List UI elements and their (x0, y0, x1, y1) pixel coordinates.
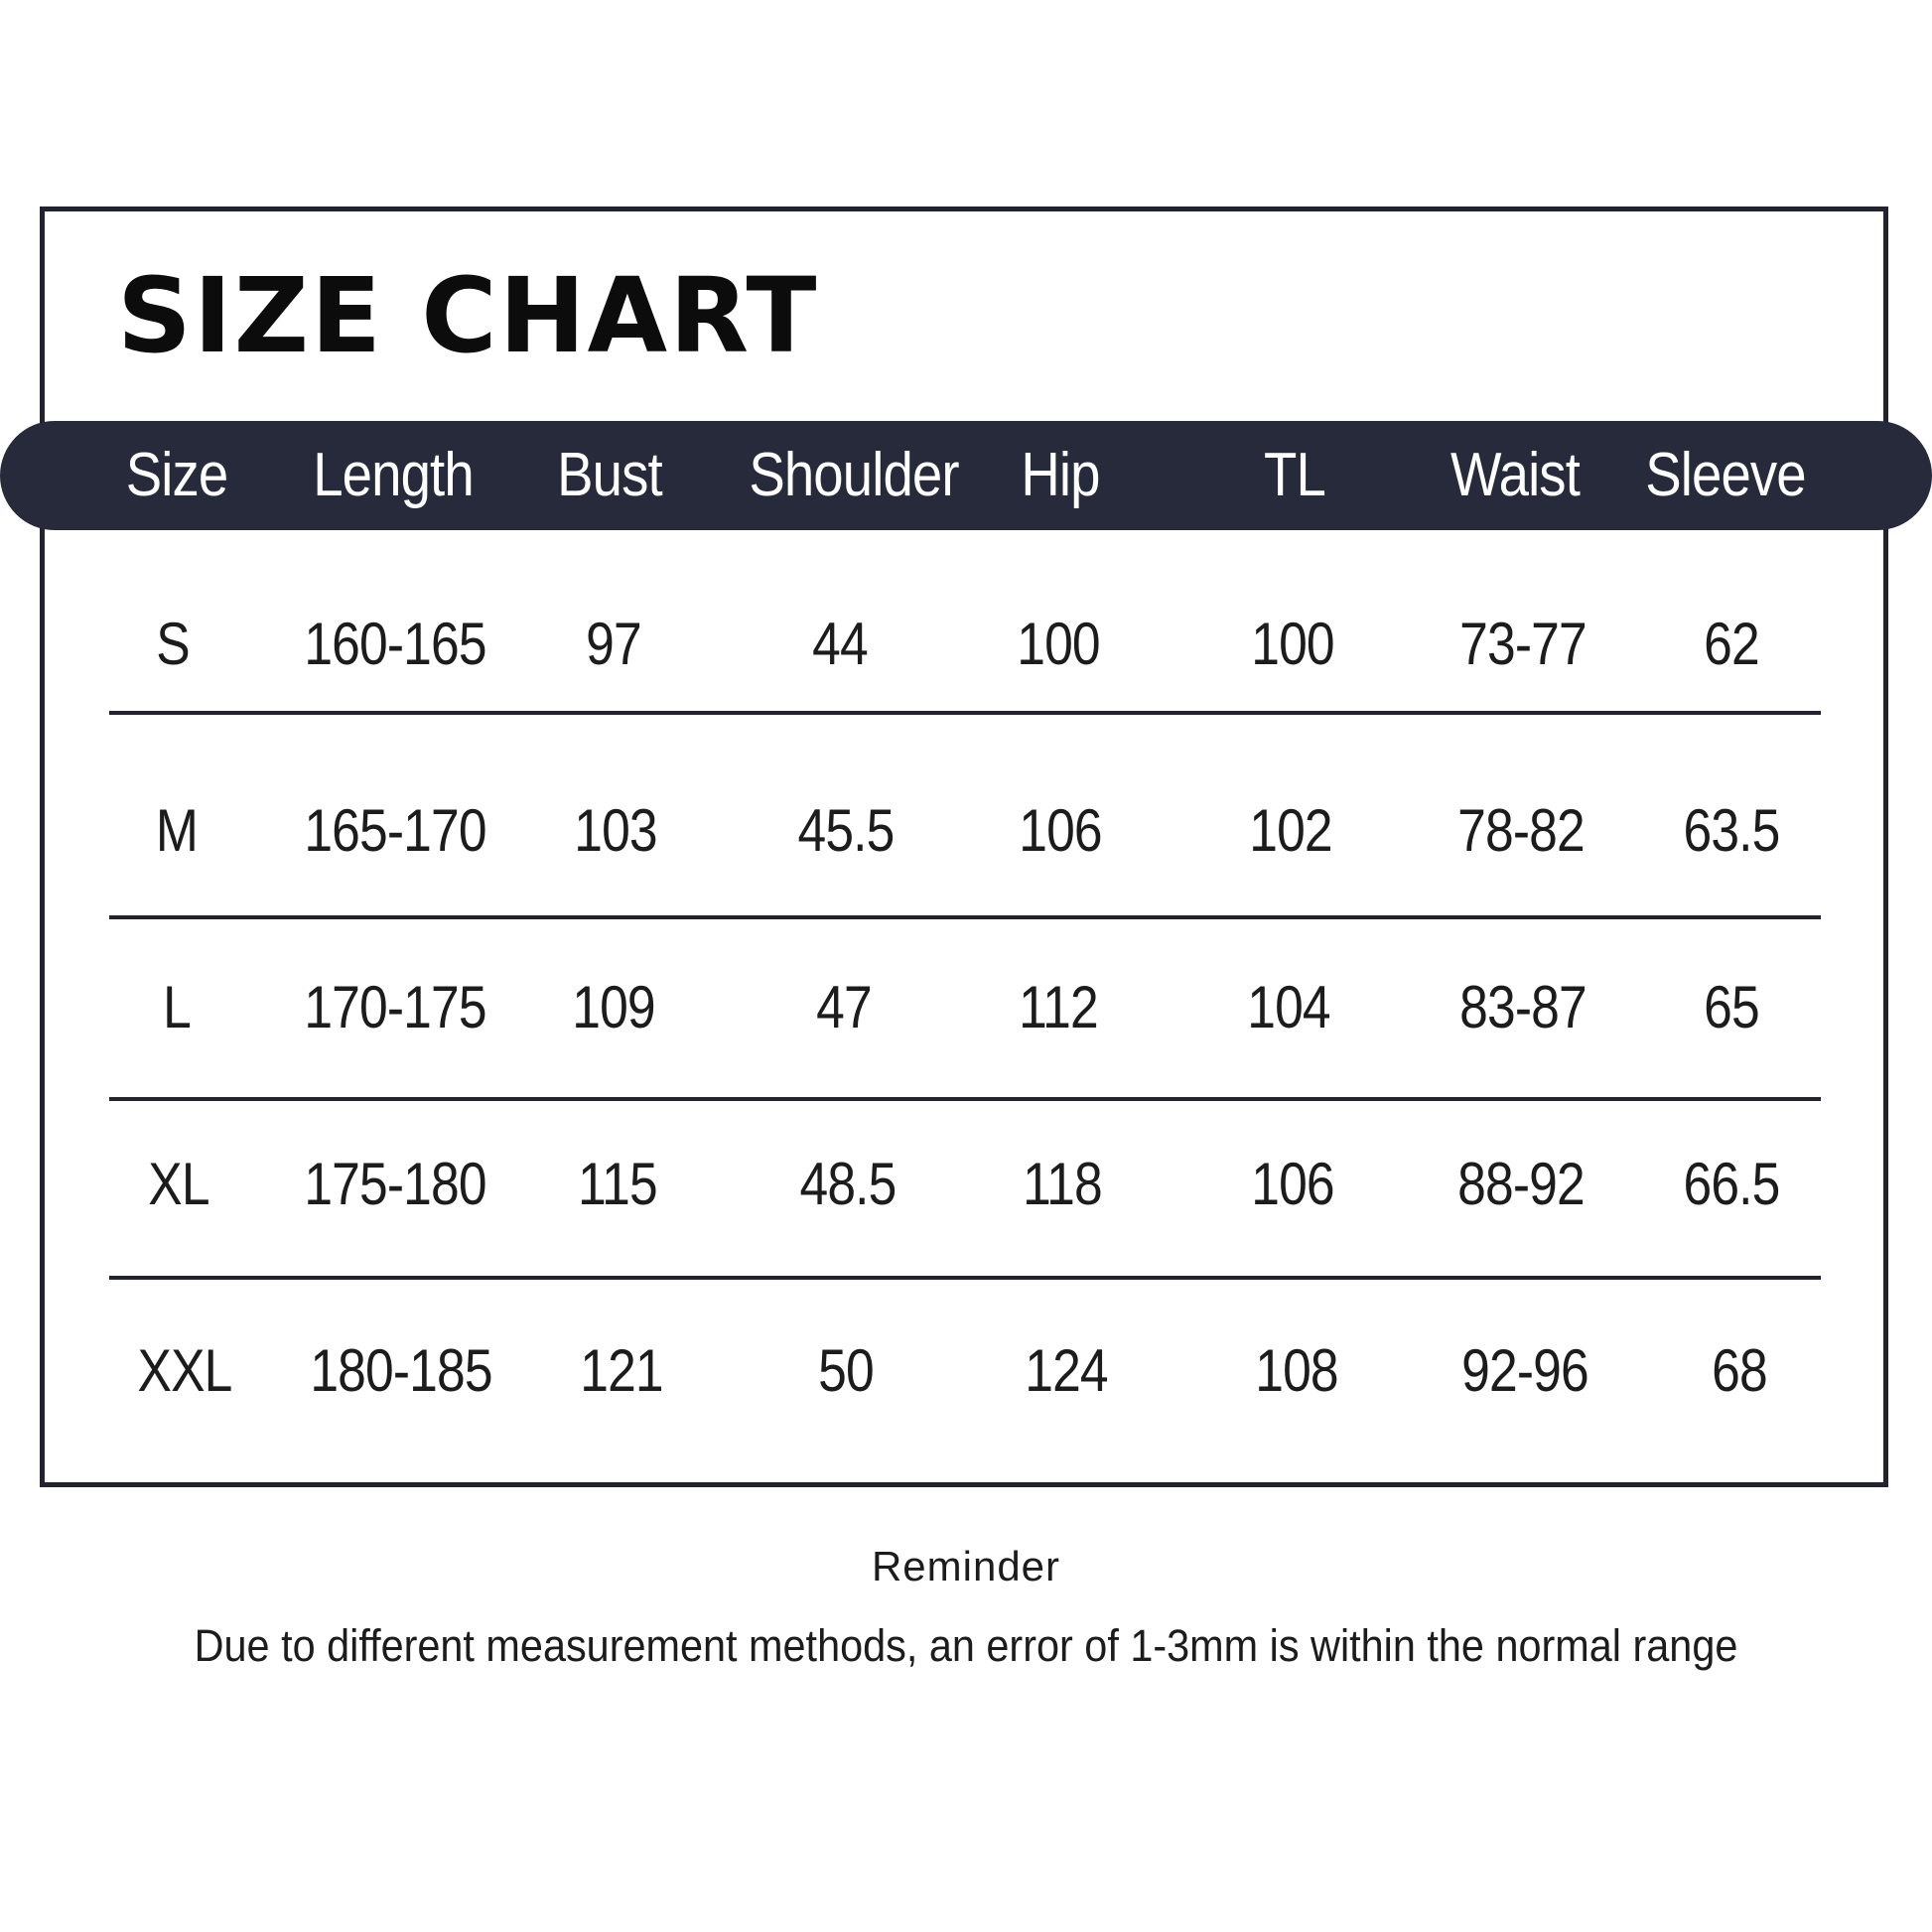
table-row-xxl (0, 1316, 1932, 1426)
cell-length: 180-185 (310, 1337, 492, 1404)
cell-size: S (156, 611, 190, 677)
cell-hip: 106 (1019, 797, 1102, 864)
cell-waist: 88-92 (1457, 1151, 1585, 1217)
cell-size: XXL (137, 1337, 232, 1404)
cell-length: 160-165 (304, 611, 486, 677)
cell-length: 170-175 (304, 974, 486, 1040)
cell-tl: 102 (1249, 797, 1332, 864)
table-header (0, 421, 1932, 530)
column-header-waist: Waist (1450, 441, 1580, 509)
cell-hip: 124 (1025, 1337, 1108, 1404)
table-row-xl (0, 1130, 1932, 1239)
cell-shoulder: 44 (812, 611, 868, 677)
cell-hip: 118 (1023, 1151, 1102, 1217)
column-header-size: Size (125, 441, 228, 509)
table-row-l (0, 953, 1932, 1062)
cell-bust: 97 (586, 611, 641, 677)
row-divider (109, 1097, 1821, 1101)
cell-shoulder: 45.5 (797, 797, 895, 864)
column-header-hip: Hip (1021, 441, 1100, 509)
cell-bust: 115 (578, 1151, 657, 1217)
cell-sleeve: 62 (1704, 611, 1759, 677)
cell-bust: 109 (572, 974, 655, 1040)
cell-length: 175-180 (304, 1151, 486, 1217)
cell-bust: 121 (580, 1337, 663, 1404)
column-header-length: Length (313, 441, 474, 509)
cell-waist: 73-77 (1459, 611, 1587, 677)
cell-length: 165-170 (304, 797, 486, 864)
cell-tl: 104 (1247, 974, 1330, 1040)
cell-size: M (155, 797, 199, 864)
column-header-shoulder: Shoulder (749, 441, 959, 509)
table-row-s (0, 590, 1932, 699)
cell-shoulder: 50 (818, 1337, 874, 1404)
cell-shoulder: 48.5 (799, 1151, 897, 1217)
cell-sleeve: 65 (1704, 974, 1759, 1040)
cell-waist: 92-96 (1461, 1337, 1588, 1404)
reminder-text: Due to different measurement methods, an error of 1-3mm is within the normal range (194, 1620, 1738, 1671)
size-chart-title: SIZE CHART (117, 255, 819, 376)
column-header-tl: TL (1264, 441, 1325, 509)
cell-waist: 83-87 (1459, 974, 1587, 1040)
cell-sleeve: 63.5 (1683, 797, 1780, 864)
cell-shoulder: 47 (816, 974, 872, 1040)
cell-sleeve: 66.5 (1683, 1151, 1780, 1217)
cell-tl: 106 (1251, 1151, 1334, 1217)
cell-tl: 108 (1255, 1337, 1338, 1404)
column-header-sleeve: Sleeve (1645, 441, 1806, 509)
row-divider (109, 1276, 1821, 1280)
table-row-m (0, 776, 1932, 886)
cell-sleeve: 68 (1712, 1337, 1767, 1404)
cell-hip: 100 (1017, 611, 1100, 677)
column-header-bust: Bust (557, 441, 662, 509)
cell-size: XL (148, 1151, 209, 1217)
reminder-title: Reminder (871, 1543, 1061, 1589)
row-divider (109, 711, 1821, 715)
cell-bust: 103 (574, 797, 657, 864)
cell-waist: 78-82 (1457, 797, 1585, 864)
cell-tl: 100 (1251, 611, 1334, 677)
cell-size: L (163, 974, 191, 1040)
row-divider (109, 915, 1821, 919)
cell-hip: 112 (1019, 974, 1098, 1040)
